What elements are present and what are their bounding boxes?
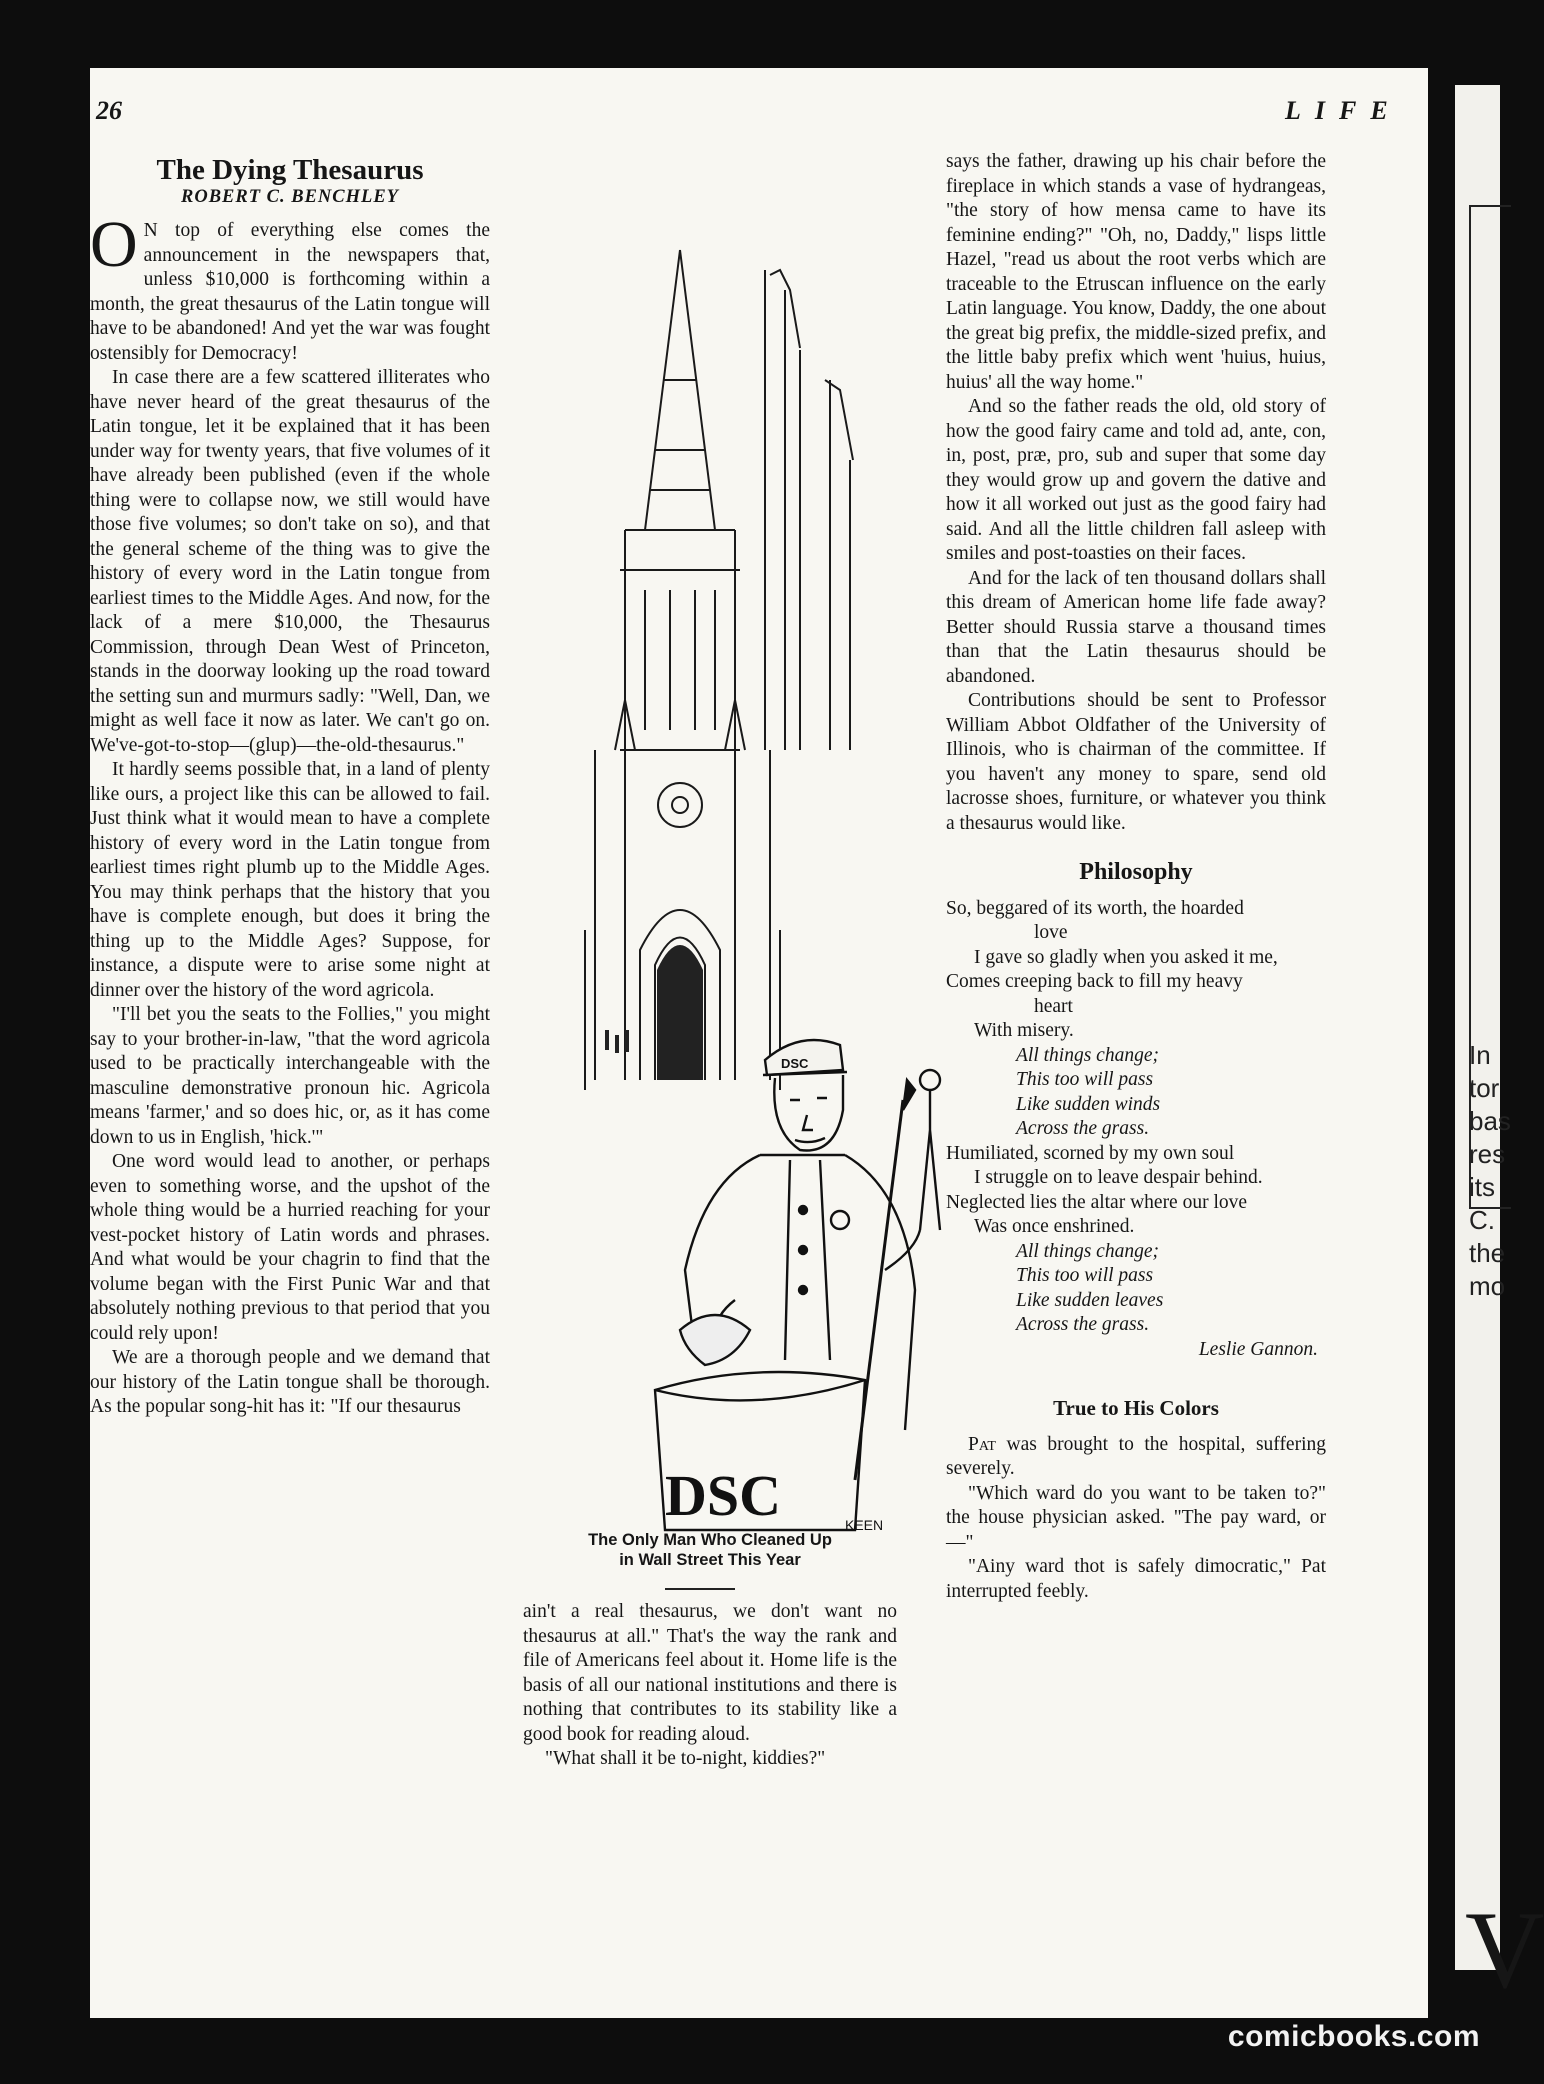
article-paragraph: ain't a real thesaurus, we don't want no thesaurus at all." That's the way the rank and file of Americans feel about it. Home life is the basis of all our national institutions and there is nothing that contributes to its stability like a good book for reading aloud. [523,1601,897,1745]
article-paragraph: "What shall it be to-night, kiddies?" [545,1748,826,1769]
facing-page-fragment: bas [1469,1106,1511,1136]
poem-refrain-line: All things change; [1016,1044,1159,1066]
poem-refrain-line: This too will pass [1016,1069,1154,1090]
can-label: DSC [665,1463,782,1528]
cap-badge: DSC [781,1056,809,1071]
article-column-3 [946,150,1326,1604]
poem-line: Neglected lies the altar where our love [946,1191,1248,1213]
article-paragraph: says the father, drawing up his chair before the fireplace in which stands a vase of hydrangeas, "the story of how mensa came to have its feminine ending?" "Oh, no, Daddy," lisps little Hazel, "read us about the root verbs which are traceable to the Etruscan influence on the early Latin language. You know, Daddy, the one about the great big prefix, the middle-sized prefix, and the little baby prefix which went 'huius, huius, huius' all the way home." [946,151,1326,393]
article-column-2 [523,1600,897,1772]
anecdote-paragraph: Pat was brought to the hospital, suffering severely. [946,1433,1326,1479]
facing-page-fragment: res [1469,1139,1506,1169]
article-paragraph: Contributions should be sent to Professor William Abbot Oldfather of the University of Illinois, who is chairman of the committee. If you haven't any money to spare, send old lacrosse shoes, furniture, or whatever you think a thesaurus would like. [946,690,1326,834]
poem-line: Was once enshrined. [974,1216,1135,1237]
article-paragraph: And for the lack of ten thousand dollars shall this dream of American home life fade away? Better should Russia starve a thousand times than that the Latin thesaurus should be abandoned. [946,567,1326,687]
drop-cap: O [90,208,138,281]
anecdote-paragraph: "Ainy ward thot is safely dimocratic," Pat interrupted feebly. [946,1556,1326,1602]
article-paragraph: We are a thorough people and we demand that our history of the Latin tongue shall be thorough. As the popular song-hit has it: "If our thesaurus [90,1347,490,1417]
article-paragraph: "I'll bet you the seats to the Follies," you might say to your brother-in-law, "that the word agricola used to be practically interchangeable with the masculine demonstrative pronoun hic. Agricola means 'farmer,' and so does hic, or, as it has come down to us in English, 'hick.'" [90,1004,490,1148]
artist-signature: KEEN [845,1517,884,1533]
magazine-title: LIFE [1285,96,1402,125]
watermark-logo: comicbooks.com [1227,2020,1480,2053]
poem-line: love [1034,922,1068,943]
facing-page-fragment: mo [1469,1271,1506,1301]
poem-line: So, beggared of its worth, the hoarded [946,897,1244,919]
poem-refrain-line: All things change; [1016,1240,1159,1262]
poem-title: Philosophy [1079,859,1193,885]
poem-line: I struggle on to leave despair behind. [974,1167,1263,1188]
poem-refrain-line: Like sudden winds [1016,1093,1161,1115]
poem-author: Leslie Gannon. [1198,1338,1318,1360]
poem-refrain-line: Across the grass. [1016,1118,1150,1139]
facing-page-initial: V [1465,1889,1544,2011]
article-column-1 [90,154,490,1420]
facing-page-fragment: tor [1469,1073,1500,1103]
facing-page-fragment: C. [1469,1205,1495,1235]
divider-rule [665,1588,735,1590]
article-byline: ROBERT C. BENCHLEY [181,186,399,207]
cartoon-illustration [585,230,965,1560]
poem-line: With misery. [974,1020,1074,1041]
poem-line: Humiliated, scorned by my own soul [946,1142,1235,1164]
facing-page-fragment: In [1469,1040,1491,1070]
article-paragraph: One word would lead to another, or perhaps even to something worse, and the upshot of the whole thing would be a hurried reaching for your vest-pocket history of Latin words and phrases. And what would be your chagrin to find that the volume began with the First Punic War and that absolutely nothing previous to that period that you could rely upon! [90,1151,490,1344]
illustration-caption: The Only Man Who Cleaned Up in Wall Street This Year [588,1531,832,1569]
poem [946,897,1326,1363]
article-paragraph: In case there are a few scattered illiterates who have never heard of the great thesaurus of the Latin tongue, let it be explained that it has been under way for twenty years, that five volumes of it have already been published (even if the whole thing were to collapse now, we still would have those five volumes; so don't take on so), and that the general scheme of the thing was to give the history of every word in the Latin tongue from earliest times to the Middle Ages. And now, for the lack of a mere $10,000, the Thesaurus Commission, through Dean West of Princeton, stands in the doorway looking up the road toward the setting sun and murmurs sadly: "Well, Dan, we might as well face it now as later. We can't go on. We've-got-to-stop—(glup)—the-old-thesaurus." [90,367,490,756]
article-paragraph: And so the father reads the old, old story of how the good fairy came and told ad, ante, con, in, post, præ, pro, sub and super that some day they would grow up and govern the dative and how it all worked out just as the good fairy had said. And all the little children fall asleep with smiles and post-toasties on their faces. [946,396,1326,564]
article-paragraph: O N top of everything else comes the announcement in the newspapers that, unless $10,000 is forthcoming within a month, the great thesaurus of the Latin tongue will have to be abandoned! And yet the war was fought ostensibly for Democracy! [90,208,490,364]
facing-page-edge [1455,85,1544,2011]
facing-page-fragment: its [1469,1172,1495,1202]
page-number: 26 [96,96,122,125]
article-title: The Dying Thesaurus [156,154,424,186]
poem-refrain-line: Across the grass. [1016,1314,1150,1335]
facing-page-fragment: the [1469,1238,1506,1268]
article-paragraph: It hardly seems possible that, in a land of plenty like ours, a project like this can be allowed to fail. Just think what it would mean to have a complete history of every word in the Latin tongue from earliest times right plumb up to the Middle Ages. You may think perhaps that the history that you have is complete enough, but does it bring the thing up to the Middle Ages? Suppose, for instance, a dispute were to arise some night at dinner over the history of the word agricola. [90,759,490,1001]
cartoon-drawing [585,230,965,1560]
poem-line: I gave so gladly when you asked it me, [974,946,1278,968]
poem-line: Comes creeping back to fill my heavy [946,971,1243,992]
poem-refrain-line: Like sudden leaves [1016,1289,1164,1311]
anecdote-title: True to His Colors [1053,1396,1219,1420]
poem-refrain-line: This too will pass [1016,1265,1154,1286]
anecdote-paragraph: "Which ward do you want to be taken to?" the house physician asked. "The pay ward, or —" [946,1482,1326,1553]
poem-line: heart [1034,995,1073,1017]
